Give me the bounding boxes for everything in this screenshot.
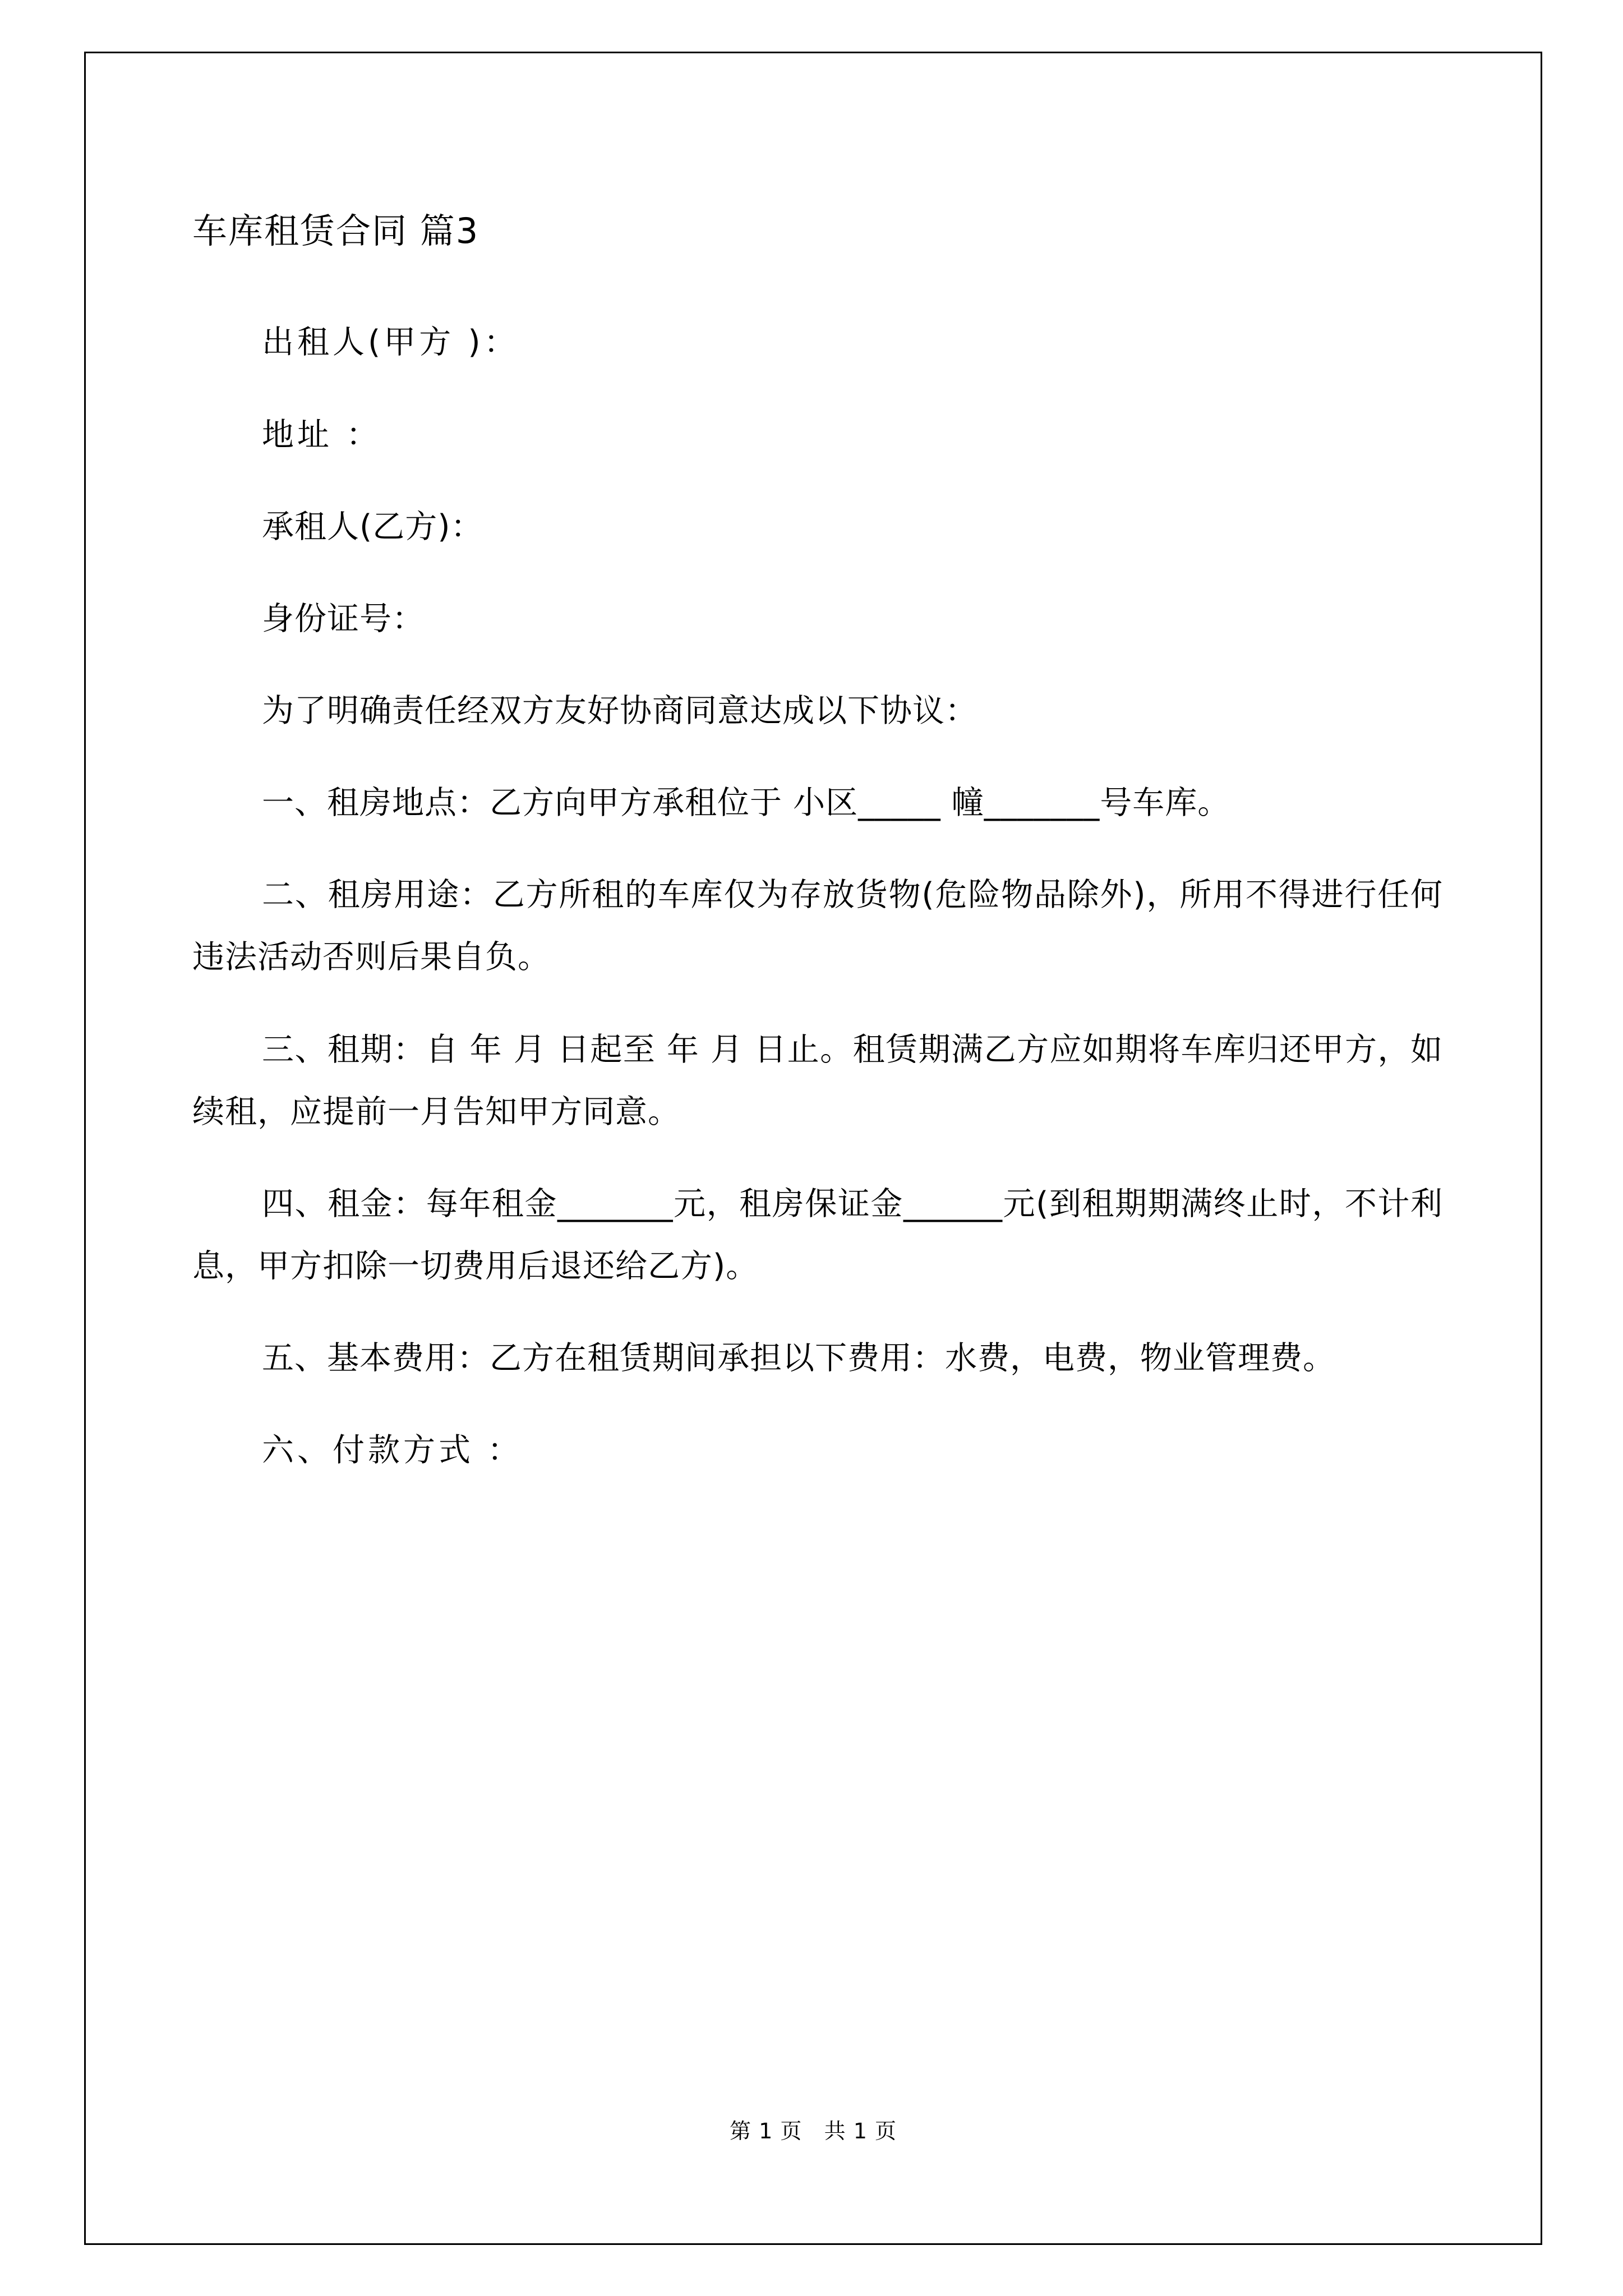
page-footer (86, 2114, 1541, 2145)
page-title: 车库租赁合同 篇3 (192, 210, 479, 251)
paragraph-lessee: 承租人(乙方)： (262, 508, 483, 545)
paragraph-clause-5: 五、基本费用：乙方在租赁期间承担以下费用：水费，电费，物业管理费。 (262, 1340, 1335, 1377)
paragraph-address: 地址 ： (262, 416, 382, 453)
paragraph-clause-2: 二、租房用途：乙方所租的车库仅为存放货物(危险物品除外)，所用不得进行任何违法活动否则后果自负。 (192, 876, 1443, 976)
paragraph-clause-3: 三、租期：自 年 月 日起至 年 月 日止。租赁期满乙方应如期将车库归还甲方，如续租，应提前一月告知甲方同意。 (192, 1030, 1443, 1130)
paragraph-clause-4: 四、租金：每年租金_______元，租房保证金______元(到租期期满终止时，不计利息，甲方扣除一切费用后退还给乙方)。 (192, 1185, 1443, 1285)
paragraph-lessor: 出租人(甲方 )： (262, 324, 519, 361)
paragraph-clause-6: 六、付款方式 ： (262, 1432, 523, 1469)
document-body (192, 210, 1443, 1511)
footer-page-number: 第 1 页 (730, 2119, 803, 2143)
document-page (84, 52, 1542, 2245)
paragraph-id-number: 身份证号： (262, 600, 425, 637)
paragraph-clause-1: 一、租房地点：乙方向甲方承租位于 小区_____ 幢_______号车库。 (262, 784, 1230, 822)
paragraph-preamble: 为了明确责任经双方友好协商同意达成以下协议： (262, 692, 978, 729)
footer-total-pages: 共 1 页 (824, 2119, 897, 2143)
